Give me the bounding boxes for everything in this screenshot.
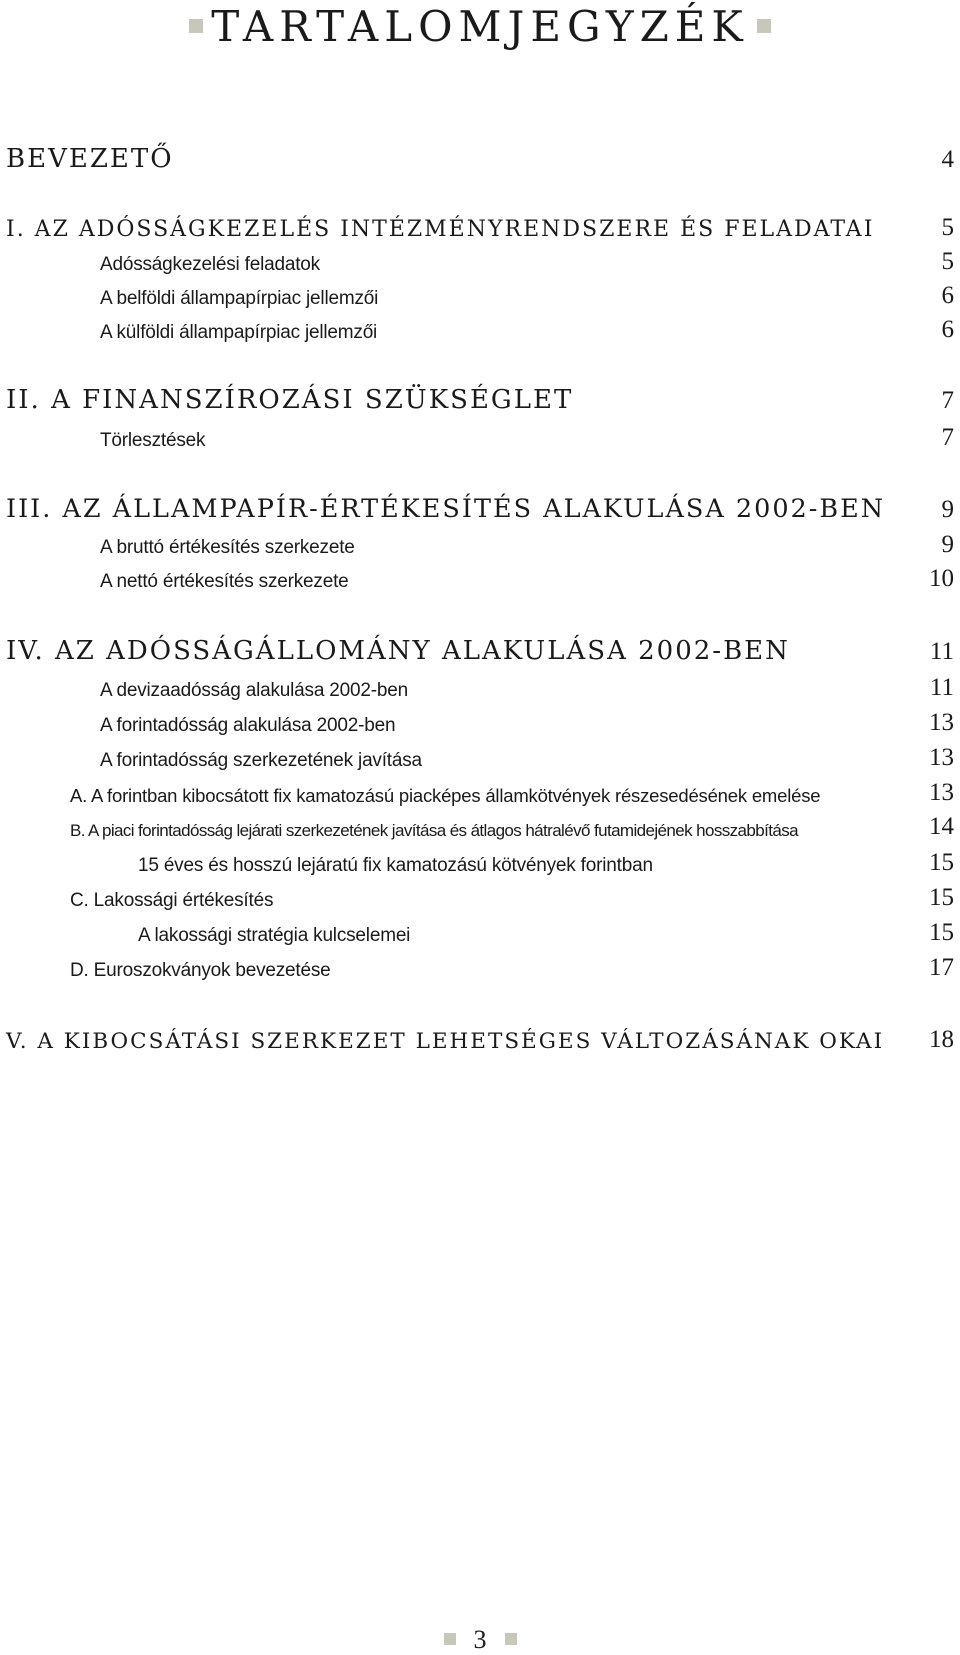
toc-entry-subsection[interactable] — [0, 559, 960, 599]
toc-heading: II. A FINANSZÍROZÁSI SZÜKSÉGLET — [6, 385, 574, 415]
toc-entry-subsection[interactable] — [0, 738, 960, 778]
toc-entry-chapter-2[interactable] — [0, 381, 960, 421]
toc-entry-bevezeto[interactable] — [0, 140, 960, 180]
toc-subheading: A nettó értékesítés szerkezete — [100, 571, 349, 592]
page-title-text: TARTALOMJEGYZÉK — [211, 2, 749, 51]
toc-entry-subsection[interactable] — [0, 843, 960, 883]
toc-entry-subsection[interactable] — [0, 703, 960, 743]
square-bullet-icon — [757, 19, 771, 33]
toc-subheading: C. Lakossági értékesítés — [70, 890, 274, 911]
toc-entry-subsection[interactable] — [0, 418, 960, 458]
toc-heading: V. A KIBOCSÁTÁSI SZERKEZET LEHETSÉGES VÁLTOZÁSÁNAK OKAI — [6, 1029, 885, 1054]
toc-page-number: 13 — [929, 779, 954, 806]
toc-page-number: 9 — [941, 496, 954, 523]
toc-subheading: Törlesztések — [100, 430, 206, 451]
toc-page-number: 7 — [941, 387, 954, 414]
toc-page-number: 13 — [929, 709, 954, 736]
toc-subheading: A belföldi állampapírpiac jellemzői — [100, 288, 379, 309]
toc-page-number: 9 — [941, 531, 954, 558]
page-number: 3 — [473, 1625, 487, 1654]
toc-page-number: 4 — [941, 146, 954, 173]
toc-entry-subsection[interactable] — [0, 310, 960, 350]
toc-page-number: 10 — [929, 565, 954, 592]
toc-page-number: 11 — [929, 674, 954, 701]
toc-subheading: A forintadósság alakulása 2002-ben — [100, 715, 396, 736]
toc-heading: III. AZ ÁLLAMPAPÍR-ÉRTÉKESÍTÉS ALAKULÁSA 2002-BEN — [6, 494, 886, 524]
toc-page-number: 5 — [941, 214, 954, 241]
toc-subheading: A bruttó értékesítés szerkezete — [100, 537, 355, 558]
toc-subheading: A. A forintban kibocsátott fix kamatozású piacképes államkötvények részesedésének emelése — [70, 785, 821, 806]
toc-entry-subsection[interactable] — [0, 948, 960, 988]
toc-page-number: 18 — [929, 1026, 954, 1053]
toc-entry-subsection[interactable] — [0, 878, 960, 918]
page-footer — [0, 1625, 960, 1655]
toc-subheading: D. Euroszokványok bevezetése — [70, 960, 331, 981]
toc-entry-chapter-4[interactable] — [0, 632, 960, 672]
toc-page-number: 6 — [941, 282, 954, 309]
toc-entry-chapter-3[interactable] — [0, 490, 960, 530]
toc-subheading: 15 éves és hosszú lejáratú fix kamatozású kötvények forintban — [138, 855, 653, 876]
toc-page-number: 15 — [929, 884, 954, 911]
square-bullet-icon — [505, 1633, 517, 1645]
toc-page-number: 7 — [941, 424, 954, 451]
toc-subheading: A lakossági stratégia kulcselemei — [138, 925, 411, 946]
square-bullet-icon — [444, 1633, 456, 1645]
toc-subheading: A devizaadósság alakulása 2002-ben — [100, 680, 408, 701]
toc-heading: I. AZ ADÓSSÁGKEZELÉS INTÉZMÉNYRENDSZERE ÉS FELADATAI — [6, 217, 875, 242]
toc-page-number: 6 — [941, 316, 954, 343]
toc-entry-subsection[interactable] — [0, 807, 960, 847]
square-bullet-icon — [189, 19, 203, 33]
toc-page-number: 15 — [929, 919, 954, 946]
toc-entry-chapter-5[interactable] — [0, 1020, 960, 1060]
toc-subheading: Adósságkezelési feladatok — [100, 254, 320, 275]
toc-heading: IV. AZ ADÓSSÁGÁLLOMÁNY ALAKULÁSA 2002-BEN — [6, 636, 790, 666]
toc-heading: BEVEZETŐ — [6, 144, 174, 174]
toc-page-number: 17 — [929, 954, 954, 981]
toc-subheading: A forintadósság szerkezetének javítása — [100, 750, 422, 771]
toc-subheading: A külföldi állampapírpiac jellemzői — [100, 322, 378, 343]
toc-page-number: 15 — [929, 849, 954, 876]
toc-subheading: B. A piaci forintadósság lejárati szerkezetének javítása és átlagos hátralévő futamidejének hosszabbítása — [70, 821, 798, 840]
toc-page-number: 5 — [941, 248, 954, 275]
toc-page-number: 11 — [929, 638, 954, 665]
toc-entry-subsection[interactable] — [0, 913, 960, 953]
page-title — [0, 2, 960, 51]
toc-entry-subsection[interactable] — [0, 668, 960, 708]
toc-page-number: 14 — [929, 813, 954, 840]
toc-page-number: 13 — [929, 744, 954, 771]
